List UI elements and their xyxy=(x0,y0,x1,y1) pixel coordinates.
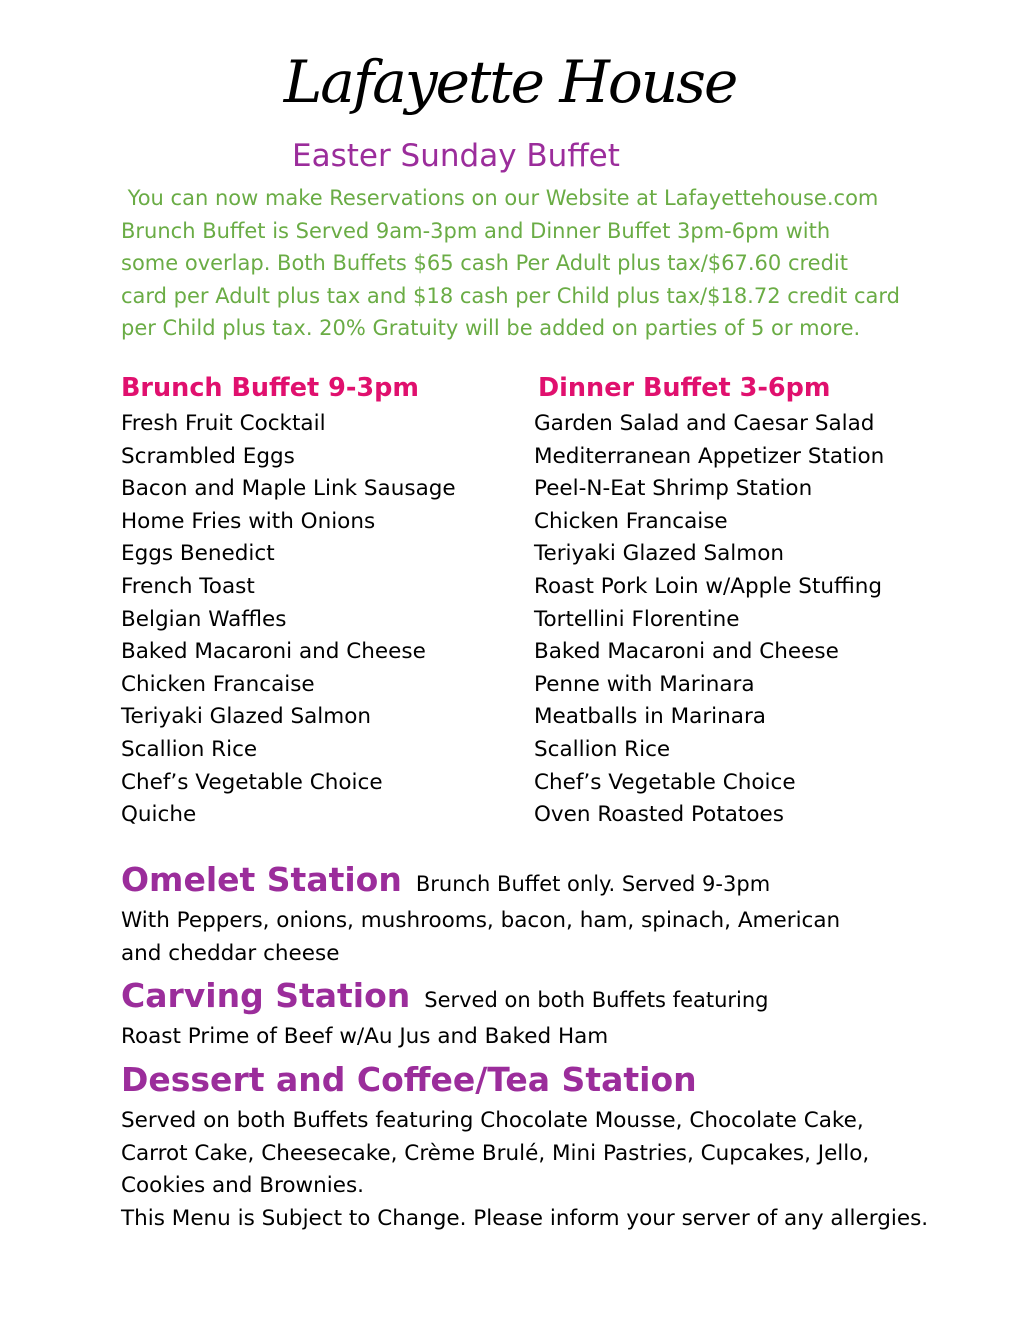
list-item: Teriyaki Glazed Salmon xyxy=(121,704,372,730)
dessert-station-title: Dessert and Coffee/Tea Station xyxy=(121,1060,697,1099)
list-item: Scallion Rice xyxy=(121,736,258,762)
description-line: Carrot Cake, Cheesecake, Crème Brulé, Mini Pastries, Cupcakes, Jello, xyxy=(121,1140,870,1166)
carving-station-note: Served on both Buffets featuring xyxy=(424,988,769,1012)
info-line: You can now make Reservations on our Website at Lafayettehouse.com xyxy=(121,186,879,210)
restaurant-title: Lafayette House xyxy=(283,48,737,116)
dinner-menu-list xyxy=(534,408,884,832)
reservation-info xyxy=(121,182,961,345)
brunch-heading: Brunch Buffet 9-3pm xyxy=(121,373,419,403)
allergy-notice: This Menu is Subject to Change. Please inform your server of any allergies. xyxy=(121,1205,929,1231)
carving-station-title: Carving Station xyxy=(121,976,411,1015)
list-item: French Toast xyxy=(121,573,255,599)
info-line: some overlap. Both Buffets $65 cash Per Adult plus tax/$67.60 credit xyxy=(121,251,848,275)
omelet-station-description xyxy=(121,905,981,970)
description-line: Roast Prime of Beef w/Au Jus and Baked Ham xyxy=(121,1024,609,1049)
list-item: Scrambled Eggs xyxy=(121,443,295,469)
dessert-station-description xyxy=(121,1105,981,1235)
list-item: Home Fries with Onions xyxy=(121,508,376,534)
dinner-heading: Dinner Buffet 3-6pm xyxy=(538,373,831,403)
list-item: Meatballs in Marinara xyxy=(534,704,766,730)
list-item: Baked Macaroni and Cheese xyxy=(534,639,839,665)
description-line: Served on both Buffets featuring Chocolate Mousse, Chocolate Cake, xyxy=(121,1108,864,1133)
brunch-menu-list xyxy=(121,408,456,832)
description-line: and cheddar cheese xyxy=(121,940,340,966)
list-item: Bacon and Maple Link Sausage xyxy=(121,476,456,502)
list-item: Teriyaki Glazed Salmon xyxy=(534,541,785,567)
list-item: Tortellini Florentine xyxy=(534,606,740,632)
list-item: Roast Pork Loin w/Apple Stuffing xyxy=(534,573,883,599)
list-item: Chicken Francaise xyxy=(121,671,315,697)
list-item: Chicken Francaise xyxy=(534,508,728,534)
omelet-station-note: Brunch Buffet only. Served 9-3pm xyxy=(415,872,771,896)
omelet-station-title: Omelet Station xyxy=(121,860,402,899)
info-line: card per Adult plus tax and $18 cash per Child plus tax/$18.72 credit card xyxy=(121,283,900,308)
list-item: Quiche xyxy=(121,802,197,828)
description-line: With Peppers, onions, mushrooms, bacon, ham, spinach, American xyxy=(121,908,841,933)
list-item: Belgian Waffles xyxy=(121,606,287,632)
omelet-station-heading xyxy=(121,858,770,906)
list-item: Mediterranean Appetizer Station xyxy=(534,443,885,469)
carving-station-heading xyxy=(121,974,769,1022)
list-item: Chef’s Vegetable Choice xyxy=(121,769,383,795)
description-line: Cookies and Brownies. xyxy=(121,1173,365,1198)
carving-station-description xyxy=(121,1021,981,1054)
list-item: Garden Salad and Caesar Salad xyxy=(534,411,875,436)
list-item: Peel-N-Eat Shrimp Station xyxy=(534,476,813,502)
list-item: Penne with Marinara xyxy=(534,671,755,697)
info-line: per Child plus tax. 20% Gratuity will be added on parties of 5 or more. xyxy=(121,316,861,340)
list-item: Oven Roasted Potatoes xyxy=(534,802,784,828)
list-item: Fresh Fruit Cocktail xyxy=(121,411,326,436)
menu-subtitle: Easter Sunday Buffet xyxy=(292,138,620,174)
list-item: Chef’s Vegetable Choice xyxy=(534,769,796,795)
list-item: Baked Macaroni and Cheese xyxy=(121,639,426,665)
list-item: Scallion Rice xyxy=(534,736,671,762)
list-item: Eggs Benedict xyxy=(121,541,275,567)
info-line: Brunch Buffet is Served 9am-3pm and Dinner Buffet 3pm-6pm with xyxy=(121,218,831,243)
